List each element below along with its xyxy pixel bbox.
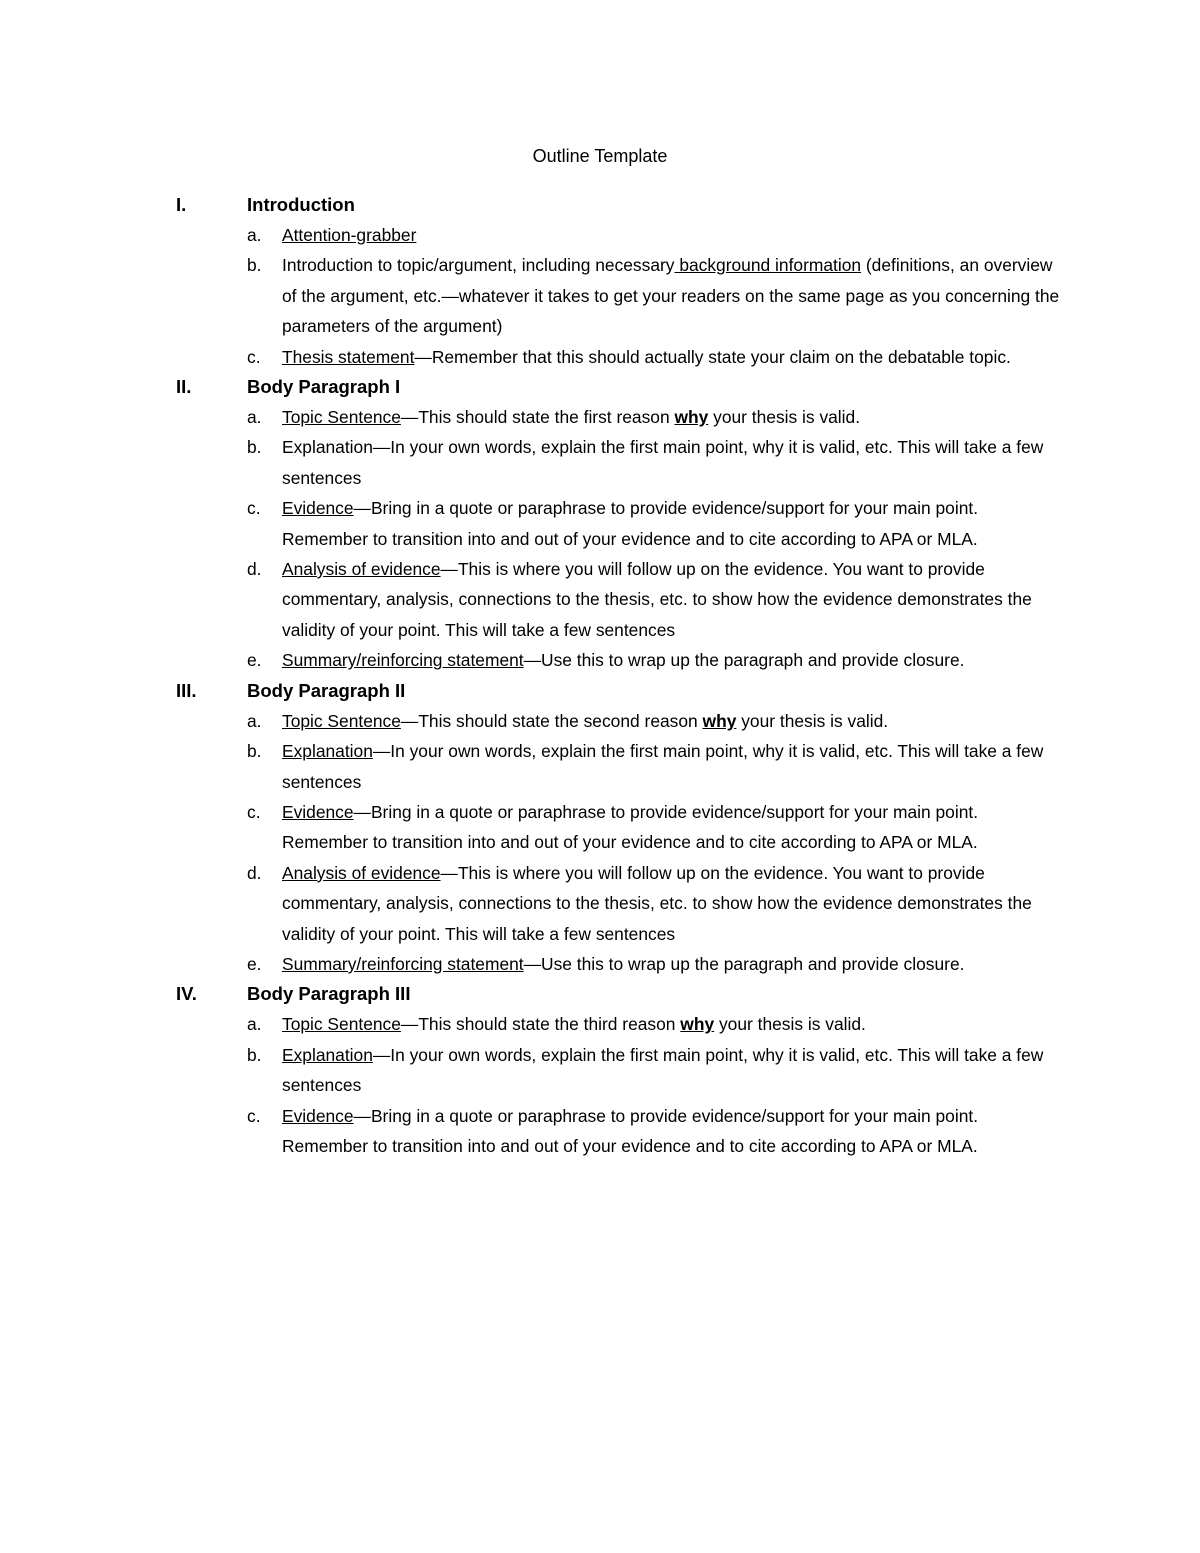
outline-item — [0, 220, 1062, 250]
section-title: Body Paragraph II — [247, 679, 406, 701]
item-label: Topic Sentence — [282, 1014, 401, 1035]
outline-item — [0, 949, 1062, 979]
item-letter: b. — [247, 255, 262, 276]
section-numeral: I. — [176, 194, 187, 215]
section-items — [0, 706, 1200, 980]
item-text: —This should state the third reason — [400, 1014, 681, 1035]
item-emphasis: why — [680, 1014, 715, 1035]
outline-item — [0, 736, 1062, 797]
item-label: Explanation — [282, 741, 373, 762]
outline-item — [0, 493, 1062, 554]
section-heading — [0, 979, 1200, 1009]
item-letter: e. — [247, 953, 262, 974]
item-label: Topic Sentence — [282, 710, 401, 731]
outline-item — [0, 1040, 1062, 1101]
item-text-after: your thesis is valid. — [714, 1014, 866, 1035]
outline-item — [0, 858, 1062, 949]
outline-item — [0, 250, 1062, 341]
item-letter: c. — [247, 498, 261, 519]
section-items — [0, 402, 1200, 676]
item-label: Explanation — [282, 1044, 373, 1065]
item-text: (definitions, an overview of the argument, etc.—whatever it takes to get your readers on the same page as you concerning the parameters of the argument) — [282, 255, 1060, 337]
item-label: Analysis of evidence — [282, 862, 441, 883]
item-label: background information — [674, 255, 862, 276]
document-title: Outline Template — [532, 146, 668, 166]
item-text: —Use this to wrap up the paragraph and provide closure. — [523, 650, 965, 671]
item-label: Evidence — [282, 801, 354, 822]
item-label: Evidence — [282, 1105, 354, 1126]
item-text: —Use this to wrap up the paragraph and provide closure. — [523, 953, 965, 974]
section-items — [0, 220, 1200, 372]
item-prefix-text: Introduction to topic/argument, including necessary — [282, 255, 675, 276]
outline-item — [0, 1009, 1062, 1039]
item-letter: d. — [247, 862, 262, 883]
outline-item — [0, 554, 1062, 645]
item-text: —In your own words, explain the first main point, why it is valid, etc. This will take a few sentences — [282, 1044, 1044, 1096]
item-text: —Remember that this should actually state your claim on the debatable topic. — [414, 346, 1011, 367]
outline-section-introduction — [0, 190, 1200, 372]
item-label: Topic Sentence — [282, 407, 401, 428]
item-text: —Bring in a quote or paraphrase to provide evidence/support for your main point. Remember to transition into and out of your evidence and to cite according to APA or MLA. — [282, 1105, 979, 1156]
item-text: Explanation—In your own words, explain the first main point, why it is valid, etc. This will take a few sentences — [282, 437, 1044, 488]
item-letter: b. — [247, 1044, 262, 1065]
section-title: Body Paragraph I — [247, 376, 401, 398]
item-label: Analysis of evidence — [282, 559, 441, 580]
item-letter: d. — [247, 559, 262, 580]
item-letter: a. — [247, 407, 262, 428]
item-letter: e. — [247, 650, 262, 671]
section-title: Body Paragraph III — [247, 983, 411, 1005]
section-items — [0, 1009, 1200, 1161]
item-text-after: your thesis is valid. — [736, 710, 889, 731]
outline-item — [0, 342, 1062, 372]
item-letter: c. — [247, 801, 261, 822]
item-label: Evidence — [282, 498, 354, 519]
section-heading — [0, 190, 1200, 220]
item-letter: b. — [247, 437, 262, 458]
item-label: Thesis statement — [282, 346, 415, 367]
outline-item — [0, 706, 1062, 736]
outline-item — [0, 797, 1062, 858]
item-label: Summary/reinforcing statement — [282, 650, 524, 671]
outline-item — [0, 432, 1062, 493]
item-text: —In your own words, explain the first main point, why it is valid, etc. This will take a few sentences — [282, 741, 1044, 792]
outline-section-body-paragraph-1 — [0, 372, 1200, 676]
section-heading — [0, 372, 1200, 402]
item-letter: a. — [247, 710, 262, 731]
item-text: —This is where you will follow up on the evidence. You want to provide commentary, analysis, connections to the thesis, etc. to show how the evidence demonstrates the validity of your point. This will take a few sentences — [282, 559, 1032, 640]
item-text: —This should state the first reason — [400, 407, 675, 428]
section-numeral: II. — [176, 376, 192, 398]
item-label: Summary/reinforcing statement — [282, 953, 524, 974]
outline-item — [0, 1101, 1062, 1162]
section-heading — [0, 676, 1200, 706]
outline-item — [0, 645, 1062, 675]
item-text-after: your thesis is valid. — [708, 407, 861, 428]
section-title: Introduction — [247, 194, 355, 215]
item-letter: a. — [247, 1014, 262, 1035]
item-emphasis: why — [674, 407, 709, 428]
item-text: —This should state the second reason — [400, 710, 703, 731]
outline-item — [0, 402, 1062, 432]
outline — [0, 190, 1200, 1161]
item-letter: c. — [247, 1105, 261, 1126]
item-text: —Bring in a quote or paraphrase to provide evidence/support for your main point. Remember to transition into and out of your evidence and to cite according to APA or MLA. — [282, 801, 979, 853]
item-letter: c. — [247, 346, 261, 367]
section-numeral: IV. — [176, 983, 197, 1005]
item-label: Attention-grabber — [282, 225, 417, 245]
item-text: —This is where you will follow up on the evidence. You want to provide commentary, analysis, connections to the thesis, etc. to show how the evidence demonstrates the validity of your point. This will take a few sentences — [282, 862, 1032, 944]
item-letter: a. — [247, 225, 262, 245]
item-letter: b. — [247, 741, 262, 762]
outline-section-body-paragraph-3 — [0, 979, 1200, 1161]
outline-section-body-paragraph-2 — [0, 676, 1200, 980]
item-text: —Bring in a quote or paraphrase to provide evidence/support for your main point. Remember to transition into and out of your evidence and to cite according to APA or MLA. — [282, 498, 979, 549]
section-numeral: III. — [176, 679, 197, 701]
item-emphasis: why — [702, 710, 737, 731]
